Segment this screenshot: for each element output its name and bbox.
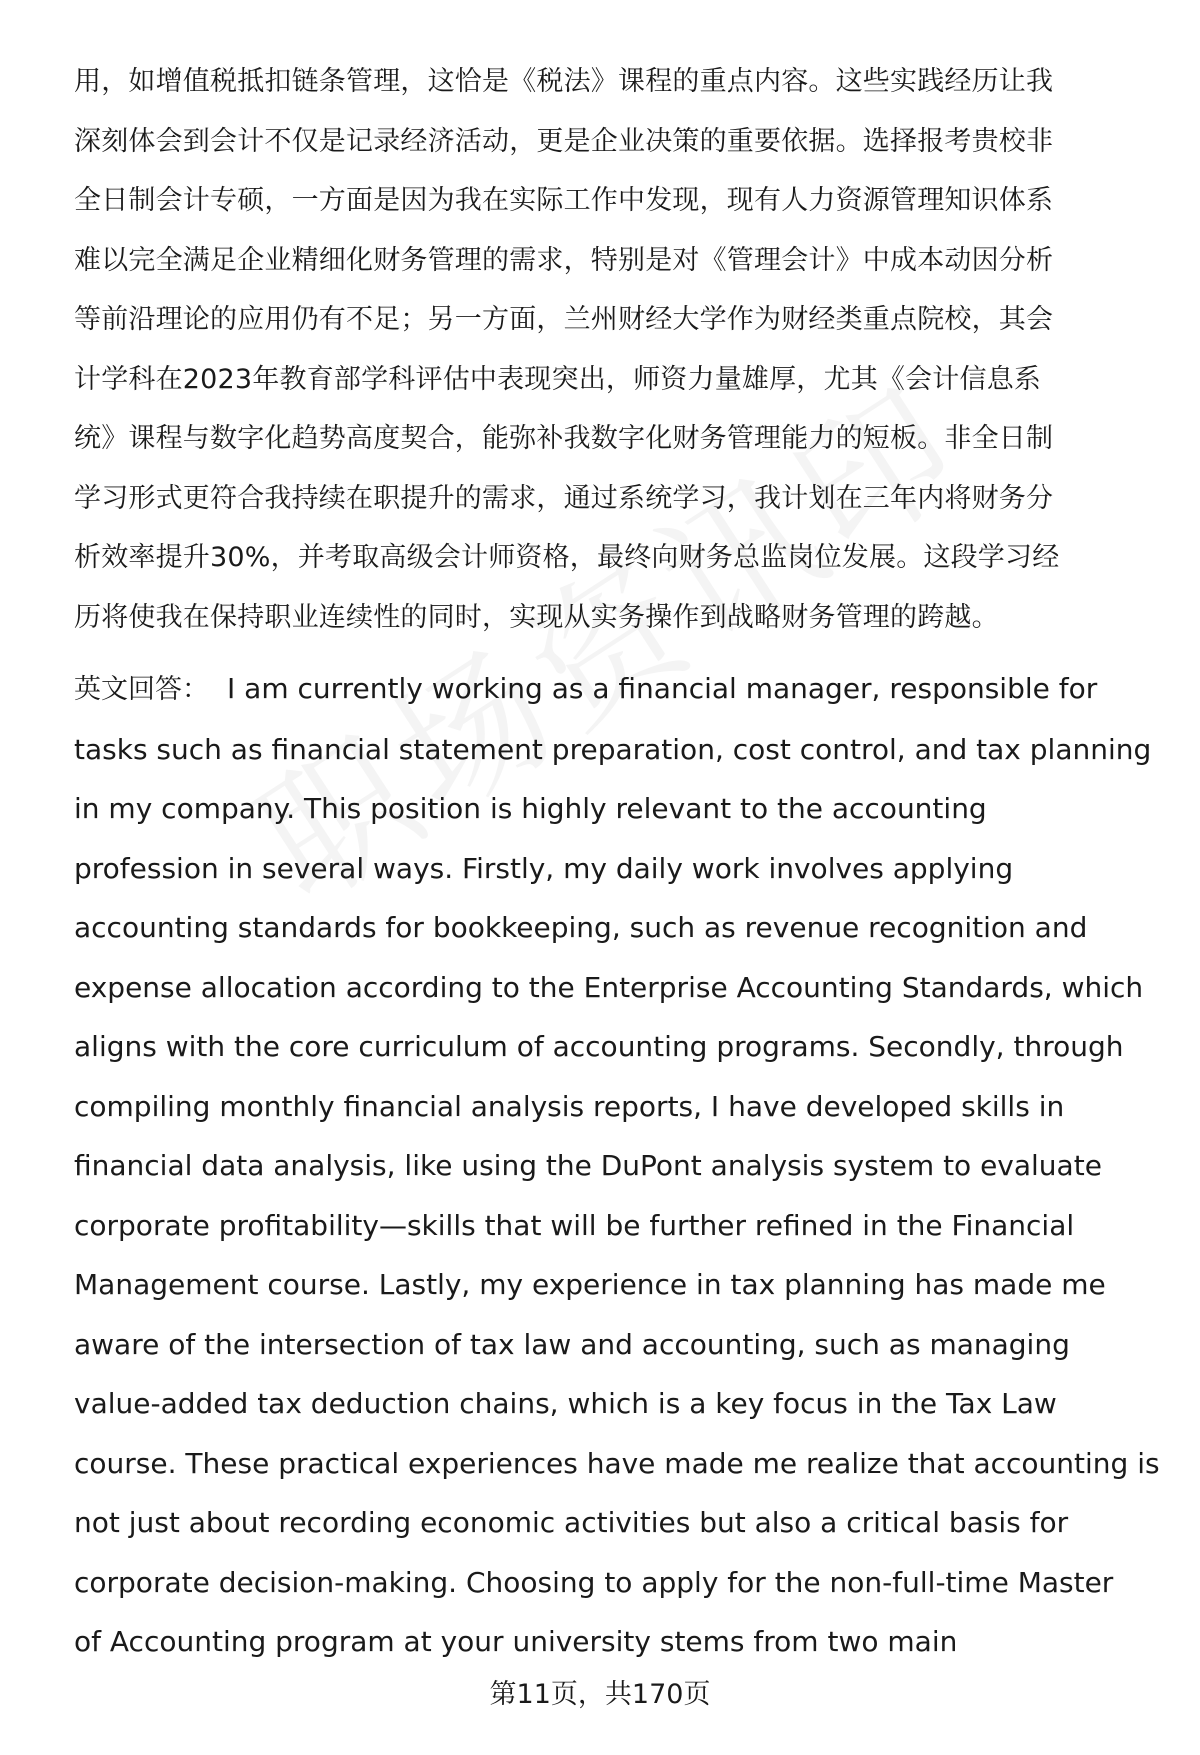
text-line: profession in several ways. Firstly, my daily work involves applying bbox=[74, 851, 1014, 885]
text-line: aligns with the core curriculum of accounting programs. Secondly, through bbox=[74, 1030, 1124, 1063]
text-line: corporate profitability—skills that will be further refined in the Financial bbox=[74, 1208, 1075, 1242]
text-line: course. These practical experiences have made me realize that accounting is bbox=[74, 1446, 1160, 1480]
text-line: 等前沿理论的应用仍有不足；另一方面，兰州财经大学作为财经类重点院校，其会 bbox=[74, 304, 1054, 335]
text-line: 统》课程与数字化趋势高度契合，能弥补我数字化财务管理能力的短板。非全日制 bbox=[74, 423, 1054, 454]
text-line: value-added tax deduction chains, which is a key focus in the Tax Law bbox=[74, 1387, 1057, 1420]
text-line: of Accounting program at your university stems from two main bbox=[74, 1625, 958, 1658]
text-line: 学习形式更符合我持续在职提升的需求，通过系统学习，我计划在三年内将财务分 bbox=[74, 482, 1054, 514]
text-line: tasks such as financial statement preparation, cost control, and tax planning bbox=[74, 732, 1152, 766]
text-line: 全日制会计专硕，一方面是因为我在实际工作中发现，现有人力资源管理知识体系 bbox=[74, 185, 1054, 216]
english-answer-label: 英文回答： bbox=[74, 674, 209, 705]
text-line: expense allocation according to the Enterprise Accounting Standards, which bbox=[74, 970, 1144, 1004]
text-line: compiling monthly financial analysis reports, I have developed skills in bbox=[74, 1089, 1065, 1123]
text-line: Management course. Lastly, my experience in tax planning has made me bbox=[74, 1268, 1106, 1301]
text-line: in my company. This position is highly relevant to the accounting bbox=[74, 792, 987, 825]
text-line: 用，如增值税抵扣链条管理，这恰是《税法》课程的重点内容。这些实践经历让我 bbox=[74, 66, 1054, 97]
page-footer bbox=[0, 1675, 1200, 1715]
english-line-text: I am currently working as a financial manager, responsible for bbox=[227, 672, 1098, 705]
text-line: corporate decision-making. Choosing to apply for the non-full-time Master bbox=[74, 1565, 1114, 1599]
text-line: 难以完全满足企业精细化财务管理的需求，特别是对《管理会计》中成本动因分析 bbox=[74, 244, 1054, 276]
page-number: 第11页，共170页 bbox=[489, 1679, 711, 1710]
english-paragraph bbox=[74, 659, 1160, 1672]
document-body bbox=[74, 52, 1160, 1672]
text-line: 深刻体会到会计不仅是记录经济活动，更是企业决策的重要依据。选择报考贵校非 bbox=[74, 125, 1054, 157]
text-line: 计学科在2023年教育部学科评估中表现突出，师资力量雄厚，尤其《会计信息系 bbox=[74, 363, 1042, 395]
text-line: financial data analysis, like using the DuPont analysis system to evaluate bbox=[74, 1149, 1102, 1182]
text-line: not just about recording economic activities but also a critical basis for bbox=[74, 1506, 1069, 1539]
text-line bbox=[74, 659, 1160, 720]
text-line: accounting standards for bookkeeping, such as revenue recognition and bbox=[74, 911, 1088, 944]
text-line: aware of the intersection of tax law and accounting, such as managing bbox=[74, 1327, 1070, 1361]
text-line: 历将使我在保持职业连续性的同时，实现从实务操作到战略财务管理的跨越。 bbox=[74, 601, 999, 633]
text-line: 析效率提升30%，并考取高级会计师资格，最终向财务总监岗位发展。这段学习经 bbox=[74, 542, 1060, 573]
chinese-paragraph bbox=[74, 52, 1160, 647]
